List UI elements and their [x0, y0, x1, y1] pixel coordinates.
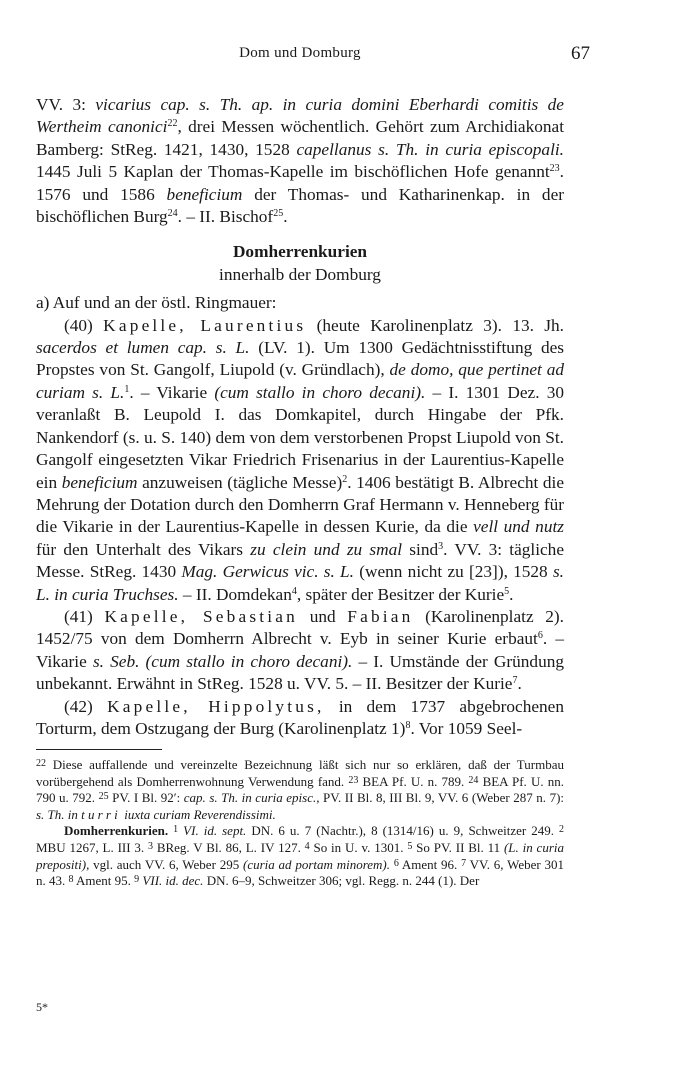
footnotes	[36, 757, 564, 890]
footnote-ref[interactable]: 2	[342, 473, 348, 485]
footnote-ref[interactable]: 8	[405, 719, 411, 731]
paragraph-vv3: VV. 3: vicarius cap. s. Th. ap. in curia domini Eberhardi comitis de Wertheim canonici$^{22}$, drei Messen wöchentlich. Gehört zum Archidiakonat Bamberg: StReg. 1421, 1430, 1528 capellanus s. Th. in curia episcopali. 1445 Juli 5 Kaplan der Thomas-Kapelle im bischöflichen Hofe genannt$^{23}$. 1576 und 1586 beneficium der Thomas- und Katharinenkap. in der bischöflichen Burg$^{24}$. – II. Bischof$^{25}$.	[36, 95, 565, 227]
footnote-ref[interactable]: 6	[537, 630, 543, 642]
page-number: 67	[571, 43, 590, 64]
printer-signature: 5*	[36, 1000, 48, 1014]
footnote-ref[interactable]: 25	[273, 208, 284, 220]
footnote-ref[interactable]: 5	[504, 585, 510, 597]
footnote-block-2: Domherrenkurien. $^1$ VI. id. sept. DN. 6 u. 7 (Nachtr.), 8 (1314/16) u. 9, Schweitzer 249. $^2$ MBU 1267, L. III 3. $^3$ BReg. V Bl. 86, L. IV 127. $^4$ So in U. v. 1301. $^5$ So PV. II Bl. 11 (L. in curia prepositi), vgl. auch VV. 6, Weber 295 (curia ad portam minorem). $^6$ Ament 96. $^7$ VV. 6, Weber 301 n. 43. $^8$ Ament 95. $^9$ VII. id. dec. DN. 6–9, Schweitzer 306; vgl. Regg. n. 244 (1). Der	[36, 823, 565, 889]
section-heading: Domherrenkurien	[232, 242, 368, 262]
main-text	[36, 94, 564, 740]
paragraph-40: (40) Kapelle, Laurentius (heute Karolinenplatz 3). 13. Jh. sacerdos et lumen cap. s. L. (LV. 1). Um 1300 Gedächtnisstiftung des Propstes von St. Gangolf, Liupold (v. Gründlach), de domo, que pertinet ad curiam s. L.$^1$. – Vikarie (cum stallo in choro decani). – I. 1301 Dez. 30 veranlaßt B. Leupold I. das Domkapitel, durch Hingabe der Pfk. Nankendorf (s. u. S. 140) dem von dem verstorbenen Propst Liupold von St. Gangolf eingesetzten Vikar Friedrich Frisenarius in der Laurentius-Kapelle ein beneficium anzuweisen (tägliche Messe)$^2$. 1406 bestätigt B. Albrecht die Mehrung der Dotation durch den Domherrn Graf Hermann v. Henneberg für die Vikarie in der Laurentius-Kapelle in dessen Kurie, da die vell und nutz für den Unterhalt des Vikars zu clein und zu smal sind$^3$. VV. 3: tägliche Messe. StReg. 1430 Mag. Gerwicus vic. s. L. (wenn nicht zu [23]), 1528 s. L. in curia Truchses. – II. Domdekan$^4$, später der Besitzer der Kurie$^5$.	[36, 315, 565, 604]
footnote-block-1: $^{22}$ Diese auffallende und vereinzelte Bezeichnung läßt sich nur so erklären, daß der Turmbau vorübergehend als Domherrenwohnung Verwendung fand. $^{23}$ BEA Pf. U. n. 789. $^{24}$ BEA Pf. U. nn. 790 u. 792. $^{25}$ PV. I Bl. 92′: cap. s. Th. in curia episc., PV. II Bl. 8, III Bl. 9, VV. 6 (Weber 287 n. 7): s. Th. in turri iuxta curiam Reverendissimi.	[36, 757, 565, 822]
footnote-ref[interactable]: 24	[167, 208, 178, 220]
footnote-ref[interactable]: 3	[438, 540, 444, 552]
footnote-divider	[36, 749, 162, 750]
section-subheading: innerhalb der Domburg	[219, 264, 381, 284]
footnote-ref[interactable]: 4	[291, 585, 297, 597]
paragraph-41: (41) Kapelle, Sebastian und Fabian (Karolinenplatz 2). 1452/75 von dem Domherrn Albrecht v. Eyb in seiner Kurie erbaut$^6$. – Vikarie s. Seb. (cum stallo in choro decani). – I. Umstände der Gründung unbekannt. Erwähnt in StReg. 1528 u. VV. 5. – II. Besitzer der Kurie$^7$.	[36, 606, 564, 694]
list-heading-a: a) Auf und an der östl. Ringmauer:	[36, 293, 277, 313]
footnote-ref[interactable]: 1	[124, 383, 130, 395]
footnote-ref[interactable]: 7	[512, 675, 518, 687]
footnote-ref[interactable]: 23	[549, 163, 560, 175]
footnote-ref[interactable]: 22	[167, 118, 178, 130]
paragraph-42: (42) Kapelle, Hippolytus, in dem 1737 abgebrochenen Torturm, dem Ostzugang der Burg (Karolinenplatz 1)$^8$. Vor 1059 Seel-	[36, 696, 564, 738]
running-head: Dom und Domburg	[239, 45, 361, 61]
